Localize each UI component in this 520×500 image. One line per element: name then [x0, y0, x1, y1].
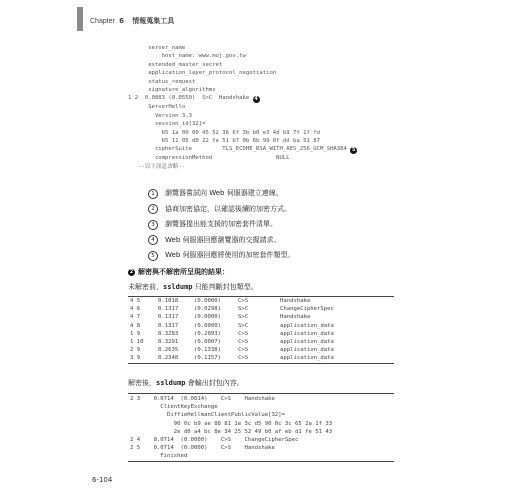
code-line-serverhello: 1 2 0.0883 (0.0550) S>C Handshake — [128, 95, 253, 102]
paragraph-after-decrypt — [128, 378, 244, 388]
section-badge: 2 — [129, 268, 134, 275]
chapter-tab-marker — [77, 7, 83, 31]
table-row: 2 9 0.2635 (0.1338) C>S application_data — [130, 347, 334, 354]
chapter-title: 情報蒐集工具 — [132, 17, 175, 25]
command-name: ssldump — [163, 283, 193, 291]
packet-listing-decrypted — [128, 393, 394, 462]
section-heading — [128, 267, 229, 277]
list-item — [148, 248, 295, 264]
list-item — [148, 202, 295, 218]
list-item — [148, 217, 295, 233]
command-name: ssldump — [156, 379, 186, 387]
step-number-badge: 2 — [148, 204, 158, 214]
section-title: 解密與不解密所呈現的結果： — [138, 268, 229, 276]
step-text: 瀏覽器嘗試向 Web 伺服器建立連線。 — [165, 189, 283, 197]
code-line-ciphersuite: cipherSuite TLS_ECDHE_RSA_WITH_AES_256_GCM_SHA384 — [128, 146, 351, 153]
paragraph-before-decrypt — [128, 282, 258, 292]
page-number: 6-104 — [92, 476, 113, 484]
code-listing-decrypted: 2 3 0.0714 (0.0014) C>S Handshake ClientKeyExchange DiffieHellmanClientPublicValue[32]= 90 0c b9 ae 88 81 1e 3c d5 90 0c 3c 65 2a 1f 33 2e d0 a4 bc 8e 34 25 52 49 b0 af eb d1 fe 51 43 2 4 0.0714 (0.0000) C>S ChangeCipherSpec 2 5 0.0714 (0.0000) C>S Handshake Finished — [130, 396, 333, 460]
step-text: Web 伺服器回應瀏覽器的交握請求。 — [165, 235, 281, 244]
table-row: 3 9 0.2348 (0.1157) C>S application_data — [130, 355, 334, 362]
code-lines-e: compressionMethod NULL --以下訊息省略-- — [138, 155, 290, 170]
para-suffix: 只能判斷封包類型。 — [192, 283, 258, 291]
step-list — [148, 186, 295, 264]
para-prefix: 未解密前， — [128, 283, 163, 291]
para-suffix: 會輸出封包內容。 — [185, 379, 244, 387]
callout-badge-5: 5 — [352, 147, 356, 154]
chapter-number: 6 — [119, 17, 125, 25]
step-number-badge: 4 — [148, 235, 158, 245]
step-number-badge: 3 — [148, 220, 158, 230]
callout-badge-4: 4 — [254, 96, 258, 103]
table-row: 1 9 0.3283 (0.2093) C>S application_data — [130, 330, 334, 337]
list-item — [148, 186, 295, 202]
table-row: 4 7 0.1317 (0.0000) S>C Handshake — [130, 314, 311, 321]
chapter-label: Chapter — [90, 18, 115, 25]
code-lines-a: server_name host_name: www.moj.gov.tw extended_master_secret application_layer_protocol_negotiation status_request signature_algorithms — [148, 45, 277, 94]
table-row: 4 6 0.1317 (0.0298) S>C ChangeCipherSpec — [130, 306, 334, 313]
step-text: 瀏覽器提出能支援的加密套件清單。 — [165, 220, 277, 228]
running-header — [90, 16, 174, 26]
table-row: 4 5 0.1018 (0.0000) C>S Handshake — [130, 298, 311, 304]
table-row: 1 10 0.3291 (0.0007) C>S application_data — [130, 338, 334, 345]
packet-table-encrypted — [128, 296, 394, 364]
para-prefix: 解密後， — [128, 379, 156, 387]
code-listing-handshake — [128, 44, 357, 171]
step-number-badge: 1 — [148, 189, 158, 199]
step-text: 協商加密協定，以確認後續的加密方式。 — [165, 204, 291, 213]
step-number-badge: 5 — [148, 251, 158, 261]
list-item — [148, 233, 295, 249]
code-lines-c: ServerHello Version 3.3 session_id[32]= b5 1a 00 00 45 52 36 6f 3b b0 e3 4d b9 7f 1f fd b5 11 05 d0 22 fe 51 b7 0b 6b 99 0f dd ba 51 87 — [148, 104, 320, 145]
table-row: 4 8 0.1317 (0.0000) S>C application_data — [130, 322, 334, 329]
step-text: Web 伺服器回應將使用的加密套件類型。 — [165, 251, 295, 259]
